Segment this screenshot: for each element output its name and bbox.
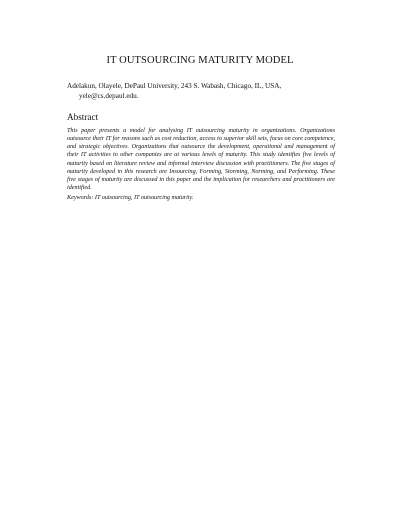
author-affiliation xyxy=(67,82,357,102)
abstract-heading: Abstract xyxy=(67,112,99,122)
keywords: Keywords: IT outsourcing, IT outsourcing maturity. xyxy=(67,195,194,201)
author-line-1: Adelakun, Olayele, DePaul University, 243 S. Wabash, Chicago, IL, USA, xyxy=(67,82,282,90)
paper-title: IT OUTSOURCING MATURITY MODEL xyxy=(106,55,294,66)
author-email: yele@cs.depaul.edu. xyxy=(79,91,139,100)
abstract-text: This paper presents a model for analysing IT outsourcing maturity in organizations. Organizations outsource their IT for reasons such as cost reduction, access to superior skill sets, focus on core competence, and strategic objectives. Organizations that outsource the development, operational and management of their IT activities to other companies are at various levels of maturity. This study identifies five levels of maturity based on literature review and informal interview discussion with practitioners. The five stages of maturity developed in this research are Insourcing, Forming, Storming, Norming, and Performing. These five stages of maturity are discussed in this paper and the implication for researchers and practitioners are identified. xyxy=(67,128,335,192)
